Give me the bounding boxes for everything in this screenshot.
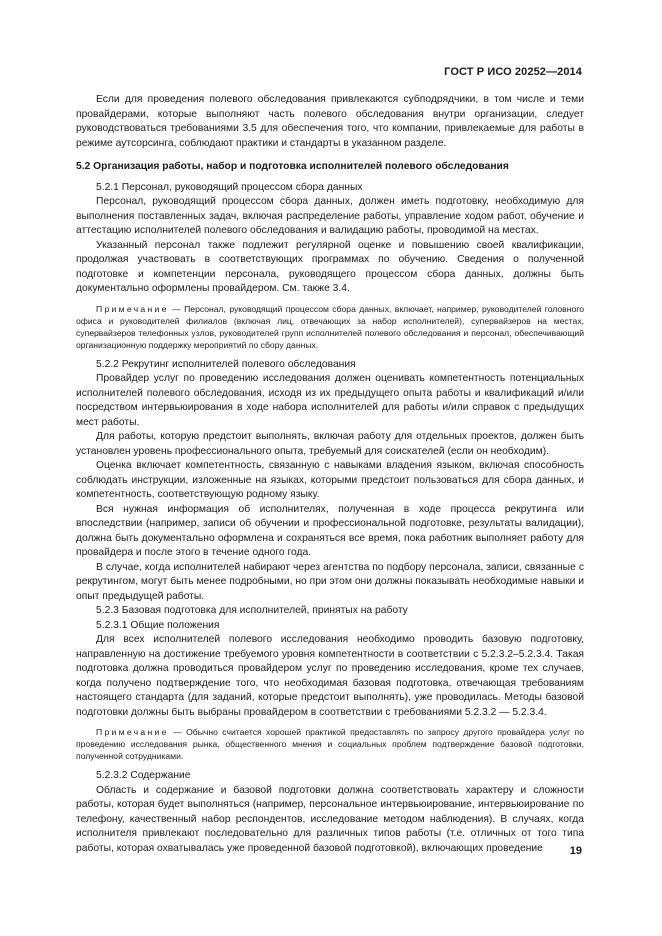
note xyxy=(76,303,584,351)
subsection-heading-5-2-3-2: 5.2.3.2 Содержание xyxy=(96,770,191,781)
note-label: Примечание xyxy=(96,303,169,314)
note xyxy=(76,726,584,762)
paragraph: Персонал, руководящий процессом сбора данных, должен иметь подготовку, необходимую для выполнения поставленных задач, включая распределение работы, управление ходом работ, обучение и аттестацию исполнителей полевого обследования и валидацию работы, проводимой на местах. xyxy=(76,196,584,236)
subsection-heading-5-2-2: 5.2.2 Рекрутинг исполнителей полевого обследования xyxy=(96,358,356,370)
paragraph: Провайдер услуг по проведению исследования должен оценивать компетентность потенциальных исполнителей полевого обследования, исходя из их предыдущего опыта работы и квалификаций и/или посредством интервьюирования в ходе набора исполнителей для работы и/или справок с предыдущих мест работы. xyxy=(76,373,584,428)
paragraph: Для всех исполнителей полевого исследования необходимо проводить базовую подготовку, направленную на достижение требуемого уровня компетентности в соответствии с 5.2.3.2–5.2.3.4. Такая подготовка должна проводиться провайдером услуг по проведению исследования, кроме тех случаев, когда получено подтверждение того, что необходимая базовая подготовка, отвечающая требованиям настоящего стандарта (для заданий, которые предстоит выполнять), уже проводилась. Методы базовой подготовки должны быть выбраны провайдером в соответствии с требованиями 5.2.3.2 — 5.2.3.4. xyxy=(76,634,584,718)
subsection-heading-5-2-3-1: 5.2.3.1 Общие положения xyxy=(96,619,220,631)
paragraph: Вся нужная информация об исполнителях, полученная в ходе процесса рекрутинга или впоследствии (например, записи об обучении и профессиональной подготовке, результаты валидации), должна быть документально оформлена и сохраняться все время, пока работник выполняет работу для провайдера и после этого в течение одного года. xyxy=(76,503,584,558)
page-content xyxy=(76,93,584,856)
paragraph: Если для проведения полевого обследования привлекаются субподрядчики, в том числе и теми провайдерами, которые выполняют часть полевого обследования внутри организации, следует руководствоваться требованиями 3.5 для обеспечения того, что компании, привлекаемые для работы в режиме аутсорсинга, соблюдают практики и стандарты в указанном разделе. xyxy=(76,94,584,149)
section-heading-5-2: 5.2 Организация работы, набор и подготовка исполнителей полевого обследования xyxy=(76,161,509,172)
note-label: Примечание xyxy=(96,727,169,737)
paragraph: Область и содержание и базовой подготовки должна соответствовать характеру и сложности работы, которая будет выполняться (например, персональное интервьюирование, интервьюирование по телефону, качественный набор респондентов, исследование методом наблюдения). В случаях, когда исполнителя привлекают последовательно для различных типов работы (т.е. отличных от того типа работы, которая охватывалась уже проведенной базовой подготовкой), включающих проведение xyxy=(76,784,584,854)
note-text: — Обычно считается хорошей практикой предоставлять по запросу другого провайдера услуг по проведению исследования рынка, общественного мнения и социальных проблем подтверждение базовой подготовки, полученной сотрудниками. xyxy=(76,727,584,761)
note-text: — Персонал, руководящий процессом сбора данных, включает, например, руководителей головного офиса и руководителей филиалов (включая лиц, отвечающих за набор исполнителей), супервайзеров на местах, супервайзеров телефонных узлов, руководителей групп исполнителей полевого обследования и персонал, обеспечивающий организационную поддержку мероприятий по сбору данных. xyxy=(76,303,584,350)
standard-header: ГОСТ Р ИСО 20252—2014 xyxy=(444,66,582,78)
paragraph: Для работы, которую предстоит выполнять, включая работу для отдельных проектов, должен быть установлен уровень профессионального опыта, требуемый для соискателей (если он необходим). xyxy=(76,431,584,457)
subsection-heading-5-2-3: 5.2.3 Базовая подготовка для исполнителей, принятых на работу xyxy=(96,605,408,616)
paragraph: Указанный персонал также подлежит регулярной оценке и повышению своей квалификации, продолжая участвовать в соответствующих программах по обучению. Сведения о полученной подготовке и компетенции персонала, руководящего процессом сбора данных, должны быть документально оформлены провайдером. См. также 3.4. xyxy=(76,239,584,294)
subsection-heading-5-2-1: 5.2.1 Персонал, руководящий процессом сбора данных xyxy=(96,181,363,193)
paragraph: Оценка включает компетентность, связанную с навыками владения языком, включая способность соблюдать инструкции, изложенные на языках, которыми предстоит пользоваться для сбора данных, и компетентность, соответствующую родному языку. xyxy=(76,460,584,500)
page-number: 19 xyxy=(569,845,582,857)
paragraph: В случае, когда исполнителей набирают через агентства по подбору персонала, записи, связанные с рекрутингом, могут быть менее подробными, но при этом они должны показывать необходимые навыки и опыт предыдущей работы. xyxy=(76,561,584,602)
